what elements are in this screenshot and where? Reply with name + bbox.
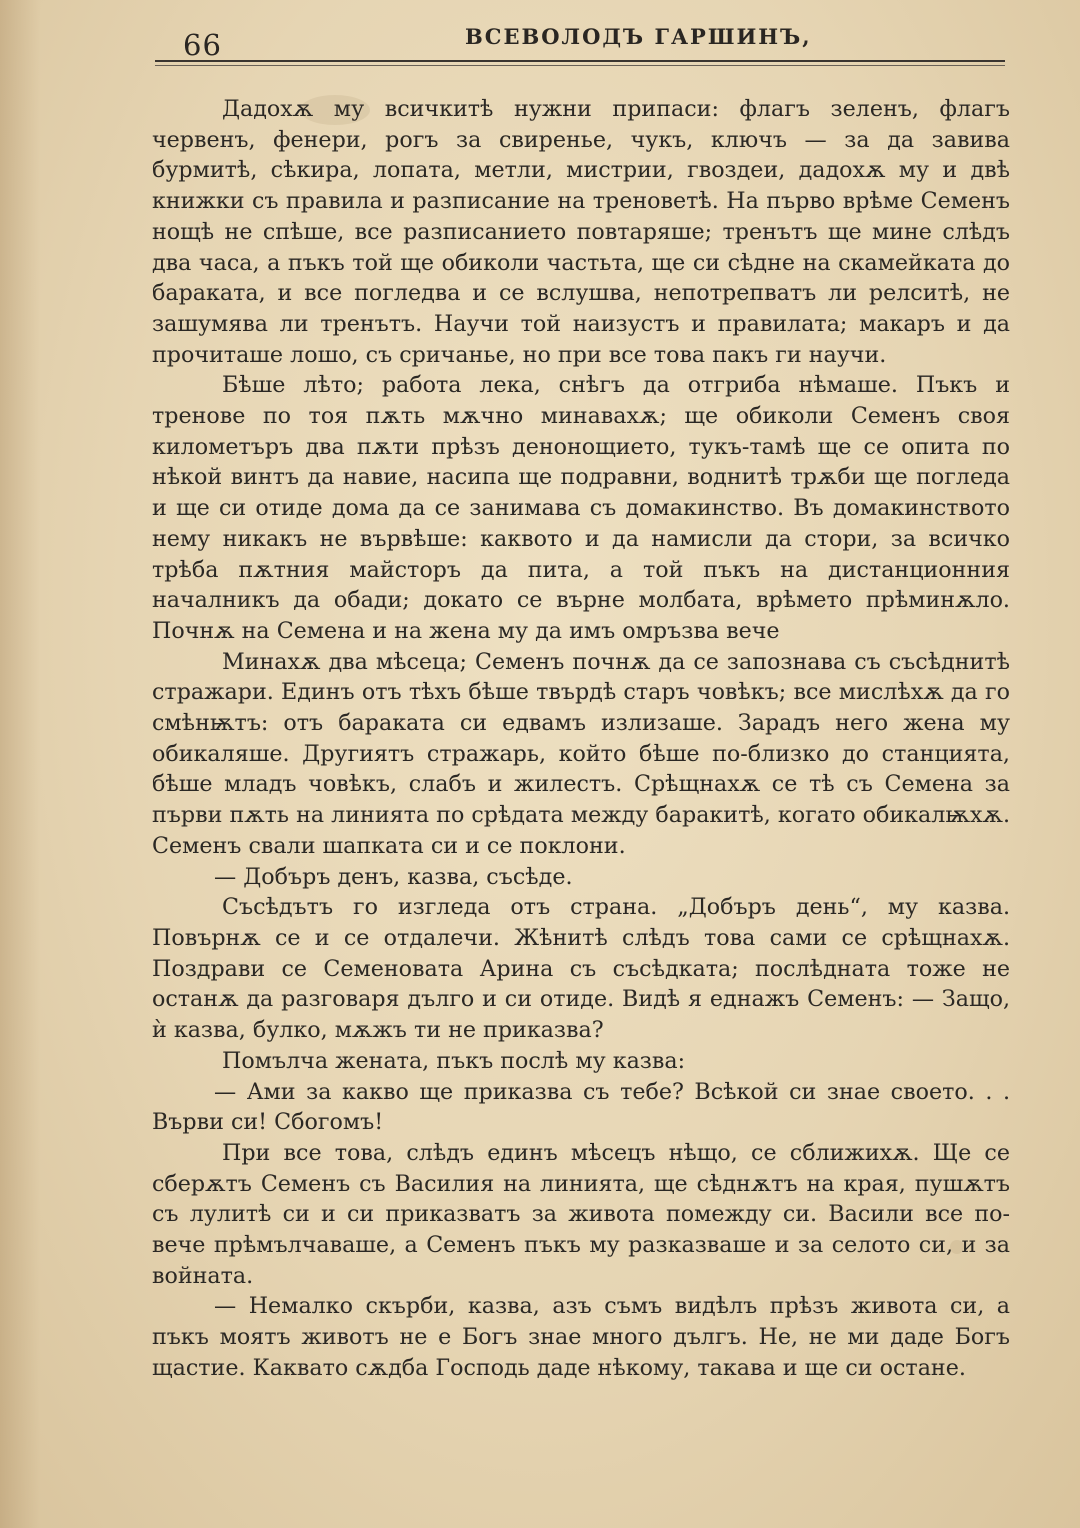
- body-text: [152, 94, 1010, 1384]
- running-head: ВСЕВОЛОДЪ ГАРШИНЪ,: [465, 24, 812, 49]
- paragraph: Съсѣдътъ го изгледа отъ страна. „Добъръ день“, му казва. Повърнѫ се и се отдалечи. Жѣнитѣ слѣдъ това сами се срѣщнахѫ. Поздрави се Семеновата Арина съ съсѣдката; послѣдната тоже не останѫ да разговаря дълго и си отиде. Видѣ я еднажъ Семенъ: — Защо, ѝ казва, булко, мѫжъ ти не приказва?: [152, 894, 1010, 1044]
- paragraph: Минахѫ два мѣсеца; Семенъ почнѫ да се запознава съ съсѣднитѣ стражари. Единъ отъ тѣхъ бѣше твърдѣ старъ човѣкъ; все мислѣхѫ да го смѣнѭтъ: отъ бараката си едвамъ излизаше. Зарадъ него жена му обикаляше. Другиятъ стражарь, който бѣше по-близко до станцията, бѣше младъ човѣкъ, слабъ и жилестъ. Срѣщнахѫ се тѣ съ Семена за първи пѫть на линията по срѣдата между баракитѣ, когато обикалѭхѫ. Семенъ свали шапката си и се поклони.: [152, 648, 1010, 859]
- paragraph: Бѣше лѣто; работа лека, снѣгъ да отгриба нѣмаше. Пъкъ и тренове по тоя пѫть мѫчно минавахѫ; ще обиколи Семенъ своя километъръ два пѫти прѣзъ денонощието, тукъ-тамѣ ще се опита по нѣкой винтъ да навие, насипа ще подравни, воднитѣ трѫби ще погледа и ще си отиде дома да се занимава съ домакинство. Въ домакинството нему никакъ не вървѣше: каквото и да намисли да стори, за всичко трѣба пѫтния майсторъ да пита, а той пъкъ на дистанционния началникъ да обади; докато се върне молбата, врѣмето прѣминѫло. Почнѫ на Семена и на жена му да имъ омръзва вече: [152, 372, 1010, 644]
- paragraph: Дадохѫ му всичкитѣ нужни припаси: флагъ зеленъ, флагъ червенъ, фенери, рогъ за свиренье, чукъ, ключъ — за да завива бурмитѣ, сѣкира, лопата, метли, мистрии, гвоздеи, дадохѫ му и двѣ книжки съ правила и разписание на треноветѣ. На първо врѣме Семенъ нощѣ не спѣше, все разписанието повтаряше; тренътъ ще мине слѣдъ два часа, а пъкъ той ще обиколи частьта, ще си сѣдне на скамейката до бараката, и все погледва и се вслушва, непотрепватъ ли релситѣ, не зашумява ли тренътъ. Научи той наизустъ и правилата; макаръ и да прочиташе лошо, съ сричанье, но при все това пакъ ги научи.: [152, 96, 1010, 368]
- dialogue-line: — Добъръ денъ, казва, съсѣде.: [214, 863, 573, 890]
- page-header: [155, 14, 1005, 64]
- paragraph: Помълча жената, пъкъ послѣ му казва:: [222, 1047, 686, 1074]
- paragraph: При все това, слѣдъ единъ мѣсецъ нѣщо, се сближихѫ. Ще се сберѫтъ Семенъ съ Василия на линията, ще сѣднѫтъ на края, пушѫтъ съ лулитѣ си и си приказватъ за живота помежду си. Васили все по-вече прѣмълчаваше, а Семенъ пъкъ му разказваше и за селото си, и за войната.: [152, 1139, 1010, 1289]
- header-rule: [155, 60, 1005, 66]
- dialogue-line: — Немалко скърби, казва, азъ съмъ видѣлъ прѣзъ живота си, а пъкъ моятъ животъ не е Богъ знае много дългъ. Не, не ми даде Богъ щастие. Каквато сѫдба Господь даде нѣкому, такава и ще си остане.: [152, 1293, 1010, 1381]
- dialogue-line: — Ами за какво ще приказва съ тебе? Всѣкой си знае своето. . . Върви си! Сбогомъ!: [152, 1078, 1010, 1136]
- page-number: 66: [183, 28, 222, 62]
- page-binding-shadow: [0, 0, 40, 1528]
